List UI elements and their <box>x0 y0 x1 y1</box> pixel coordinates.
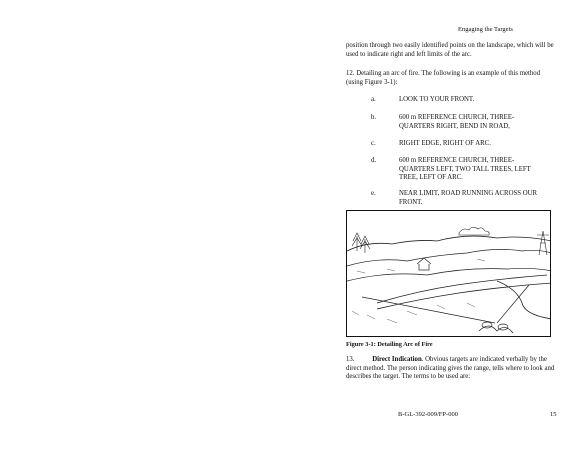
paragraph-12: 12. Detailing an arc of fire. The following is an example of this method (using Figure 3-1): <box>346 70 541 86</box>
list-text: NEAR LIMIT, ROAD RUNNING ACROSS OUR FRONT. <box>399 190 538 206</box>
ridge-line <box>347 249 551 266</box>
document-id: B-GL-392-009/FP-000 <box>398 411 458 418</box>
figure-caption: Figure 3-1: Detailing Arc of Fire <box>346 341 433 348</box>
road-far-edge <box>377 275 547 303</box>
list-letter: c. <box>371 140 376 147</box>
cloud-icon <box>459 227 489 235</box>
page-number: 15 <box>550 411 557 418</box>
paragraph-13 <box>346 356 556 382</box>
list-letter: e. <box>371 190 376 197</box>
list-text: RIGHT EDGE, RIGHT OF ARC. <box>399 140 491 147</box>
para13-number: 13. <box>346 356 355 363</box>
list-letter: a. <box>371 96 376 103</box>
para13-heading: Direct Indication <box>372 356 422 363</box>
field-line <box>347 268 551 281</box>
church-icon <box>417 258 431 270</box>
list-text: LOOK TO YOUR FRONT. <box>399 96 475 103</box>
intro-paragraph: position through two easily identified points on the landscape, which will be used to indicate right and left limits of the arc. <box>346 42 554 58</box>
figure-3-1-illustration <box>346 210 551 337</box>
list-letter: d. <box>371 157 377 164</box>
tall-trees-icon <box>352 233 370 253</box>
left-arc-line <box>362 297 495 323</box>
ground-hatching <box>352 259 485 323</box>
list-letter: b. <box>371 114 377 121</box>
list-text: 600 m REFERENCE CHURCH, THREE-QUARTERS RIGHT, BEND IN ROAD, <box>399 114 515 130</box>
landscape-sketch <box>347 211 551 337</box>
soldiers-icon <box>479 322 513 333</box>
list-text: 600 m REFERENCE CHURCH, THREE-QUARTERS LEFT, TWO TALL TREES, LEFT TREE, LEFT OF ARC. <box>399 157 531 182</box>
horizon-line <box>347 236 551 251</box>
para13-text: . Obvious targets are indicated verbally by the direct method. The person indicating gives the range, tells where to look and describes the target. The terms to be used are: <box>346 356 555 381</box>
running-header: Engaging the Targets <box>458 26 513 33</box>
